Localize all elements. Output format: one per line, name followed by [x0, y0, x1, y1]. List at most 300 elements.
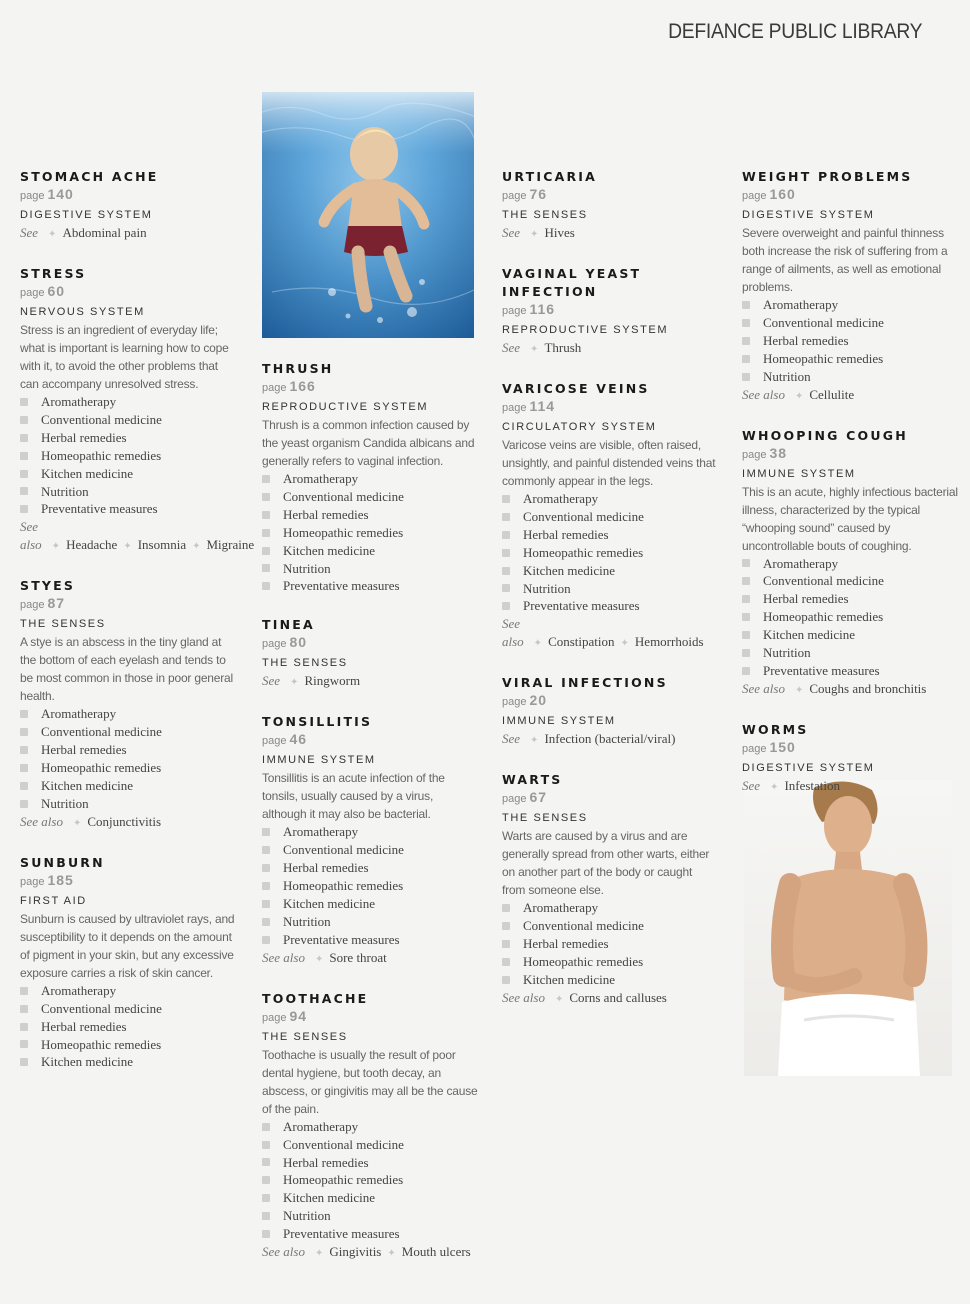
see-label: See also: [262, 1244, 305, 1260]
remedy-label: Conventional medicine: [283, 1136, 404, 1152]
remedy-label: Kitchen medicine: [283, 1190, 376, 1206]
remedy-item[interactable]: [262, 1171, 478, 1189]
cross-reference-link[interactable]: Sore throat: [329, 949, 387, 965]
remedy-item[interactable]: [262, 577, 478, 595]
remedy-item[interactable]: [20, 777, 236, 795]
entry-title: STYES: [20, 578, 76, 594]
page-label: page: [502, 190, 527, 202]
remedy-label: Conventional medicine: [41, 724, 162, 740]
library-stamp: DEFIANCE PUBLIC LIBRARY: [667, 20, 922, 43]
remedy-label: Preventative measures: [763, 662, 880, 678]
page-reference[interactable]: [262, 1008, 478, 1027]
remedy-bullet-icon: [20, 1058, 28, 1066]
page-number: 60: [47, 283, 66, 299]
see-reference: [502, 730, 718, 750]
cross-reference-arrow-icon: ✦: [794, 390, 804, 402]
remedy-bullet-icon: [262, 475, 270, 483]
page-label: page: [262, 638, 287, 651]
remedy-label: Kitchen medicine: [41, 777, 134, 793]
remedy-bullet-icon: [262, 511, 270, 519]
remedy-label: Nutrition: [763, 368, 811, 384]
remedy-item[interactable]: [502, 953, 718, 971]
remedy-item[interactable]: [742, 626, 958, 644]
body-system: DIGESTIVE SYSTEM: [20, 209, 153, 221]
page-reference[interactable]: [20, 872, 236, 891]
page-reference[interactable]: [502, 186, 718, 205]
cross-reference-link[interactable]: Infestation: [784, 777, 841, 793]
cross-reference-link[interactable]: Constipation: [548, 634, 615, 650]
remedy-item[interactable]: [262, 1118, 478, 1136]
remedy-label: Preventative measures: [523, 598, 640, 614]
entry-description: Severe overweight and painful thinness both increase the risk of suffering from a range of ailments, as well as emotional problems.: [742, 226, 948, 294]
entry-warts: [502, 771, 718, 1009]
remedy-item[interactable]: [742, 555, 958, 573]
entry-title: URTICARIA: [502, 169, 597, 184]
remedy-bullet-icon: [502, 567, 510, 575]
see-label: See also: [20, 813, 63, 829]
see-label: See: [742, 777, 761, 793]
remedy-item[interactable]: [20, 411, 236, 429]
page-reference[interactable]: [502, 398, 718, 417]
page-label: page: [20, 599, 45, 612]
remedy-label: Conventional medicine: [763, 314, 884, 330]
remedy-item[interactable]: [262, 841, 478, 859]
remedy-label: Aromatherapy: [41, 706, 117, 722]
remedy-item[interactable]: [742, 644, 958, 662]
remedy-bullet-icon: [262, 900, 270, 908]
remedy-label: Nutrition: [523, 580, 571, 596]
remedy-item[interactable]: [502, 490, 718, 508]
remedy-item[interactable]: [262, 542, 478, 560]
remedy-item[interactable]: [262, 823, 478, 841]
remedy-label: Homeopathic remedies: [763, 609, 884, 625]
cross-reference-arrow-icon: ✦: [530, 344, 539, 355]
remedy-label: Preventative measures: [283, 931, 400, 947]
page-reference[interactable]: [742, 445, 958, 464]
remedy-item[interactable]: [262, 560, 478, 578]
remedy-label: Conventional medicine: [763, 573, 884, 589]
cross-reference-arrow-icon: ✦: [794, 684, 804, 696]
remedy-bullet-icon: [502, 531, 510, 539]
remedy-item[interactable]: [502, 971, 718, 989]
remedy-label: Kitchen medicine: [763, 627, 856, 643]
remedy-item[interactable]: [20, 795, 236, 813]
page-label: page: [262, 735, 287, 748]
remedy-item[interactable]: [20, 1018, 236, 1036]
entry-description: This is an acute, highly infectious bacterial illness, characterized by the typical “whooping sound” caused by uncontrollable bouts of coughing.: [742, 484, 958, 553]
remedy-item[interactable]: [262, 913, 478, 931]
remedy-label: Kitchen medicine: [523, 971, 616, 987]
remedy-label: Herbal remedies: [41, 429, 127, 445]
remedy-label: Aromatherapy: [763, 555, 839, 571]
page-number: 67: [529, 789, 548, 806]
page-label: page: [262, 1011, 287, 1024]
page-number: 150: [769, 738, 796, 755]
remedy-label: Herbal remedies: [41, 1018, 127, 1034]
remedy-bullet-icon: [262, 529, 270, 537]
remedy-bullet-icon: [20, 452, 28, 460]
remedy-label: Herbal remedies: [283, 506, 369, 522]
remedy-item[interactable]: [262, 488, 478, 506]
entry-title: STOMACH ACHE: [20, 169, 159, 184]
remedy-label: Herbal remedies: [763, 332, 849, 348]
remedy-bullet-icon: [262, 882, 270, 890]
remedy-bullet-icon: [262, 1176, 270, 1184]
entry-toothache: [262, 990, 478, 1263]
entry-styes: [20, 577, 236, 832]
remedy-bullet-icon: [262, 564, 270, 572]
remedy-item[interactable]: [742, 572, 958, 590]
remedy-item[interactable]: [262, 895, 478, 913]
remedy-label: Herbal remedies: [763, 591, 849, 607]
see-label: See also: [742, 680, 785, 696]
remedy-bullet-icon: [20, 1023, 28, 1031]
remedy-item[interactable]: [742, 314, 958, 332]
entry-title: THRUSH: [262, 361, 334, 376]
cross-reference-link[interactable]: Corns and calluses: [569, 989, 667, 1005]
remedy-bullet-icon: [742, 559, 750, 567]
see-reference: [502, 224, 718, 244]
remedy-bullet-icon: [20, 416, 28, 424]
remedy-bullet-icon: [20, 1005, 28, 1013]
cross-reference-link[interactable]: Ringworm: [304, 673, 361, 689]
remedy-item[interactable]: [20, 465, 236, 483]
see-reference: [262, 1243, 478, 1263]
entry-weight-problems: [742, 168, 958, 406]
remedy-item[interactable]: [262, 931, 478, 949]
see-label: See also: [742, 386, 785, 402]
remedy-bullet-icon: [502, 584, 510, 592]
page-number: 160: [769, 186, 796, 202]
remedy-bullet-icon: [20, 764, 28, 772]
remedy-bullet-icon: [742, 649, 750, 657]
cross-reference-arrow-icon: ✦: [72, 817, 82, 829]
remedy-bullet-icon: [502, 940, 510, 948]
cross-reference-arrow-icon: ✦: [192, 541, 201, 553]
remedy-bullet-icon: [20, 398, 28, 406]
remedy-item[interactable]: [502, 562, 718, 580]
remedy-item[interactable]: [20, 429, 236, 447]
page-label: page: [262, 382, 287, 394]
cross-reference-link[interactable]: Mouth ulcers: [401, 1244, 471, 1260]
cross-reference-link[interactable]: Gingivitis: [329, 1244, 382, 1260]
entry-title: VAGINAL YEAST INFECTION: [502, 266, 642, 299]
remedy-item[interactable]: [20, 1000, 236, 1018]
remedy-bullet-icon: [20, 710, 28, 718]
cross-reference-link[interactable]: Headache: [66, 537, 118, 553]
entry-title: TONSILLITIS: [262, 714, 373, 730]
entry-title: WORMS: [742, 721, 809, 737]
entry-title: VIRAL INFECTIONS: [502, 675, 668, 691]
remedy-bullet-icon: [742, 355, 750, 363]
see-label: See: [20, 225, 39, 240]
remedy-item[interactable]: [742, 332, 958, 350]
page-reference[interactable]: [742, 186, 958, 205]
remedy-bullet-icon: [502, 922, 510, 930]
page-number: 20: [529, 692, 548, 709]
remedy-item[interactable]: [742, 368, 958, 386]
body-system: THE SENSES: [262, 1030, 348, 1043]
remedy-item[interactable]: [262, 1136, 478, 1154]
page-reference[interactable]: [262, 634, 478, 653]
remedy-label: Herbal remedies: [523, 526, 609, 542]
remedy-item[interactable]: [20, 759, 236, 777]
remedy-label: Conventional medicine: [283, 842, 404, 858]
remedy-item[interactable]: [742, 608, 958, 626]
remedy-item[interactable]: [502, 899, 718, 917]
cross-reference-arrow-icon: ✦: [48, 229, 57, 240]
cross-reference-arrow-icon: ✦: [387, 1248, 396, 1260]
cross-reference-link[interactable]: Infection (bacterial/viral): [544, 731, 676, 747]
page-number: 166: [289, 378, 316, 394]
entry-vaginal-yeast-infection: [502, 265, 718, 359]
see-reference: [742, 777, 958, 797]
remedy-label: Homeopathic remedies: [283, 1172, 404, 1188]
remedy-label: Aromatherapy: [283, 1118, 359, 1134]
remedy-label: Conventional medicine: [41, 411, 162, 427]
remedy-item[interactable]: [742, 296, 958, 314]
remedy-item[interactable]: [20, 500, 236, 518]
body-system: IMMUNE SYSTEM: [262, 754, 376, 767]
remedy-item[interactable]: [262, 859, 478, 877]
remedy-label: Nutrition: [41, 483, 89, 499]
remedy-bullet-icon: [502, 602, 510, 610]
entry-description: Stress is an ingredient of everyday life; what is important is learning how to cope with it, to avoid the other problems that can accompany unresolved stress.: [20, 323, 229, 391]
remedy-item[interactable]: [502, 917, 718, 935]
remedy-label: Homeopathic remedies: [763, 350, 884, 366]
remedy-bullet-icon: [262, 547, 270, 555]
remedy-item[interactable]: [502, 526, 718, 544]
page-label: page: [502, 696, 527, 709]
entry-tonsillitis: [262, 713, 478, 968]
entry-description: Sunburn is caused by ultraviolet rays, and susceptibility to it depends on the amount of pigment in your skin, but any excessive exposure carries a risk of skin cancer.: [20, 911, 235, 980]
entry-worms: [742, 721, 958, 797]
see-label: See: [262, 673, 281, 689]
body-system: IMMUNE SYSTEM: [742, 467, 856, 480]
entry-title: WARTS: [502, 772, 563, 788]
remedy-bullet-icon: [262, 846, 270, 854]
remedy-bullet-icon: [262, 936, 270, 944]
remedy-item[interactable]: [20, 982, 236, 1000]
remedy-item[interactable]: [20, 393, 236, 411]
remedy-item[interactable]: [262, 470, 478, 488]
page-reference[interactable]: [20, 186, 236, 205]
remedy-item[interactable]: [20, 1036, 236, 1054]
see-reference: [502, 989, 718, 1009]
page-reference[interactable]: [262, 378, 478, 397]
remedy-bullet-icon: [20, 487, 28, 495]
cross-reference-link[interactable]: Coughs and bronchitis: [809, 680, 927, 696]
page-label: page: [742, 190, 767, 202]
entry-stress: [20, 265, 255, 556]
remedy-label: Kitchen medicine: [41, 1054, 134, 1070]
remedy-label: Herbal remedies: [523, 936, 609, 952]
remedy-bullet-icon: [502, 904, 510, 912]
remedy-item[interactable]: [502, 597, 718, 615]
entry-description: Thrush is a common infection caused by the yeast organism Candida albicans and generally refers to vaginal infection.: [262, 418, 475, 468]
entry-title: TINEA: [262, 617, 315, 633]
entry-description: Toothache is usually the result of poor dental hygiene, but tooth decay, an abscess, or gingivitis may all be the cause of the pain.: [262, 1047, 478, 1116]
remedy-bullet-icon: [20, 728, 28, 736]
remedy-bullet-icon: [262, 918, 270, 926]
column-1: [20, 168, 255, 1092]
remedy-label: Conventional medicine: [523, 508, 644, 524]
cross-reference-link[interactable]: Migraine: [206, 537, 255, 553]
cross-reference-link[interactable]: Conjunctivitis: [87, 813, 162, 829]
remedy-bullet-icon: [20, 987, 28, 995]
remedy-bullet-icon: [742, 577, 750, 585]
remedy-item[interactable]: [502, 580, 718, 598]
see-reference: [742, 386, 958, 406]
remedy-bullet-icon: [502, 976, 510, 984]
remedy-item[interactable]: [262, 506, 478, 524]
cross-reference-link[interactable]: Hemorrhoids: [634, 634, 704, 650]
remedy-label: Homeopathic remedies: [283, 878, 404, 894]
remedy-item[interactable]: [502, 544, 718, 562]
see-label: See: [502, 731, 521, 747]
page-reference[interactable]: [742, 739, 958, 758]
page-reference[interactable]: [502, 692, 718, 711]
page-number: 140: [47, 186, 74, 202]
remedy-label: Kitchen medicine: [523, 562, 616, 578]
remedy-bullet-icon: [502, 513, 510, 521]
remedy-bullet-icon: [262, 1123, 270, 1131]
cross-reference-arrow-icon: ✦: [123, 541, 132, 553]
remedy-item[interactable]: [20, 705, 236, 723]
remedy-bullet-icon: [20, 505, 28, 513]
remedy-bullet-icon: [20, 470, 28, 478]
entry-stomach-ache: [20, 168, 236, 244]
remedy-item[interactable]: [502, 508, 718, 526]
body-system: FIRST AID: [20, 894, 87, 907]
page-label: page: [742, 742, 767, 755]
remedy-bullet-icon: [262, 1230, 270, 1238]
page-number: 46: [289, 731, 308, 748]
entry-title: VARICOSE VEINS: [502, 381, 650, 396]
entry-title: TOOTHACHE: [262, 990, 369, 1006]
remedy-item[interactable]: [20, 1053, 236, 1071]
remedy-item[interactable]: [262, 1225, 478, 1243]
column-2: [262, 360, 478, 1284]
remedy-label: Preventative measures: [41, 501, 158, 517]
see-reference: [742, 680, 958, 700]
remedy-label: Aromatherapy: [283, 471, 359, 486]
see-label: See: [502, 225, 521, 240]
cross-reference-link[interactable]: Insomnia: [137, 537, 187, 553]
entry-viral-infections: [502, 674, 718, 750]
page-label: page: [742, 448, 767, 461]
entry-description: A stye is an abscess in the tiny gland at the bottom of each eyelash and tends to be most common in those in poor general health.: [20, 635, 233, 704]
remedy-bullet-icon: [742, 373, 750, 381]
remedy-bullet-icon: [20, 434, 28, 442]
cross-reference-link[interactable]: Hives: [544, 225, 575, 240]
remedy-bullet-icon: [742, 319, 750, 327]
see-reference: [502, 339, 718, 359]
remedy-item[interactable]: [502, 935, 718, 953]
remedy-bullet-icon: [262, 1194, 270, 1202]
remedy-item[interactable]: [742, 350, 958, 368]
cross-reference-link[interactable]: Thrush: [544, 340, 582, 355]
remedy-bullet-icon: [502, 958, 510, 966]
remedy-label: Aromatherapy: [41, 982, 117, 998]
remedy-label: Herbal remedies: [41, 742, 127, 758]
remedy-item[interactable]: [20, 741, 236, 759]
remedy-bullet-icon: [742, 667, 750, 675]
remedy-label: Conventional medicine: [523, 918, 644, 934]
entry-whooping-cough: [742, 427, 958, 700]
remedy-item[interactable]: [262, 1189, 478, 1207]
body-system: THE SENSES: [262, 657, 348, 670]
man-holding-stomach-photo: [742, 777, 952, 1076]
cross-reference-arrow-icon: ✦: [770, 781, 779, 793]
remedy-label: Kitchen medicine: [41, 465, 134, 481]
remedy-label: Kitchen medicine: [283, 895, 376, 911]
page-label: page: [20, 190, 45, 202]
entry-title: WEIGHT PROBLEMS: [742, 169, 913, 184]
entry-thrush: [262, 360, 478, 595]
page-reference[interactable]: [502, 301, 718, 320]
remedy-bullet-icon: [262, 828, 270, 836]
page-reference[interactable]: [20, 595, 236, 614]
remedy-bullet-icon: [502, 549, 510, 557]
remedy-item[interactable]: [262, 1207, 478, 1225]
see-reference: [20, 518, 255, 556]
body-system: THE SENSES: [502, 812, 588, 825]
page-reference[interactable]: [502, 789, 718, 808]
remedy-label: Kitchen medicine: [283, 542, 376, 558]
body-system: CIRCULATORY SYSTEM: [502, 421, 657, 433]
remedy-label: Homeopathic remedies: [41, 1036, 162, 1052]
remedy-item[interactable]: [742, 590, 958, 608]
remedy-bullet-icon: [742, 595, 750, 603]
remedy-label: Nutrition: [41, 795, 89, 811]
see-reference: [262, 949, 478, 969]
cross-reference-arrow-icon: ✦: [620, 638, 629, 650]
entry-sunburn: [20, 854, 236, 1072]
page-reference[interactable]: [20, 283, 236, 302]
cross-reference-link[interactable]: Cellulite: [809, 386, 855, 402]
page-reference[interactable]: [262, 731, 478, 750]
entry-varicose-veins: [502, 380, 718, 653]
body-system: THE SENSES: [20, 618, 106, 631]
remedy-item[interactable]: [20, 447, 236, 465]
remedy-item[interactable]: [742, 662, 958, 680]
cross-reference-link[interactable]: Abdominal pain: [62, 225, 147, 240]
column-4: [742, 168, 958, 818]
remedy-item[interactable]: [262, 877, 478, 895]
page-label: page: [20, 875, 45, 888]
remedy-bullet-icon: [742, 631, 750, 639]
remedy-label: Conventional medicine: [283, 488, 404, 504]
remedy-item[interactable]: [262, 1154, 478, 1172]
remedy-bullet-icon: [20, 1040, 28, 1048]
entry-title: STRESS: [20, 266, 87, 281]
see-label: See also: [502, 616, 524, 650]
remedy-bullet-icon: [20, 782, 28, 790]
remedy-item[interactable]: [20, 723, 236, 741]
remedy-label: Homeopathic remedies: [41, 760, 162, 776]
remedy-bullet-icon: [20, 800, 28, 808]
remedy-item[interactable]: [20, 483, 236, 501]
remedy-item[interactable]: [262, 524, 478, 542]
entry-title: WHOOPING COUGH: [742, 427, 908, 443]
entry-description: Warts are caused by a virus and are generally spread from other warts, either on another part of the body or caught from someone else.: [502, 829, 710, 898]
remedy-label: Herbal remedies: [283, 1154, 369, 1170]
remedy-bullet-icon: [742, 613, 750, 621]
remedy-label: Aromatherapy: [763, 297, 839, 312]
body-system: DIGESTIVE SYSTEM: [742, 209, 875, 221]
see-reference: [20, 224, 236, 244]
